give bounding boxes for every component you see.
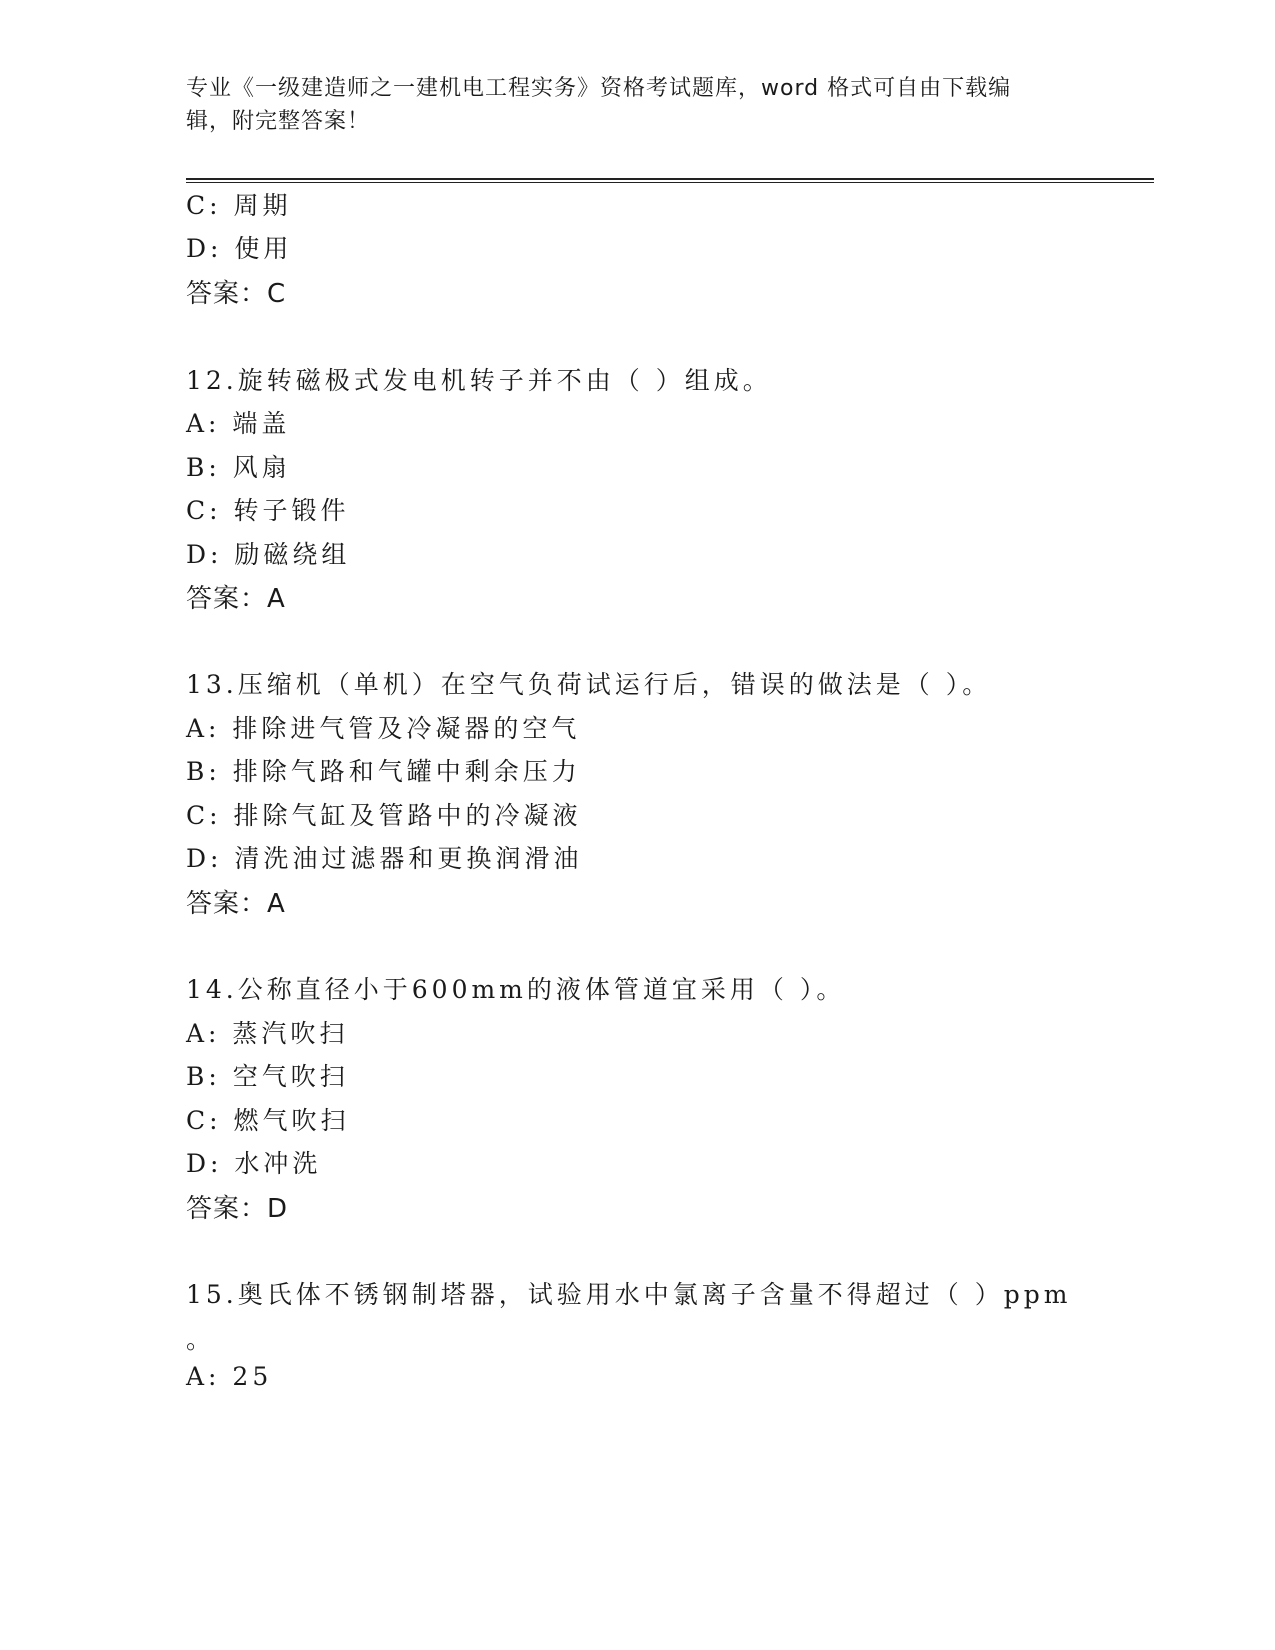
header-title-line-2: 辑，附完整答案！ (186, 109, 371, 134)
option-c: C: 周期 (186, 191, 292, 220)
option-a: A: 端盖 (186, 409, 291, 438)
question-stem: 13.压缩机（单机）在空气负荷试运行后，错误的做法是（ ）。 (186, 670, 992, 699)
answer-line: 答案：D (186, 1194, 289, 1224)
option-a: A: 25 (186, 1362, 273, 1391)
option-d: D: 使用 (186, 234, 293, 263)
option-b: B: 排除气路和气罐中剩余压力 (186, 757, 581, 786)
page-header (186, 72, 1086, 138)
question-stem: 15.奥氏体不锈钢制塔器，试验用水中氯离子含量不得超过（ ）ppm (186, 1280, 1072, 1309)
question-stem-continuation: 。 (186, 1325, 216, 1354)
answer-line: 答案：A (186, 584, 286, 614)
option-c: C: 排除气缸及管路中的冷凝液 (186, 801, 582, 830)
answer-line: 答案：C (186, 279, 287, 309)
question-stem: 14.公称直径小于600mm的液体管道宜采用（ ）。 (186, 975, 846, 1004)
option-d: D: 清洗油过滤器和更换润滑油 (186, 844, 583, 873)
option-a: A: 排除进气管及冷凝器的空气 (186, 714, 581, 743)
option-d: D: 励磁绕组 (186, 540, 351, 569)
option-b: B: 空气吹扫 (186, 1062, 349, 1091)
answer-line: 答案：A (186, 889, 286, 919)
option-d: D: 水冲洗 (186, 1149, 322, 1178)
header-divider (186, 178, 1154, 183)
question-stem: 12.旋转磁极式发电机转子并不由（ ）组成。 (186, 366, 772, 395)
header-title-line-1: 专业《一级建造师之一建机电工程实务》资格考试题库，word 格式可自由下载编 (186, 76, 1012, 101)
option-c: C: 转子锻件 (186, 496, 350, 525)
option-a: A: 蒸汽吹扫 (186, 1019, 349, 1048)
option-b: B: 风扇 (186, 453, 291, 482)
option-c: C: 燃气吹扫 (186, 1106, 350, 1135)
